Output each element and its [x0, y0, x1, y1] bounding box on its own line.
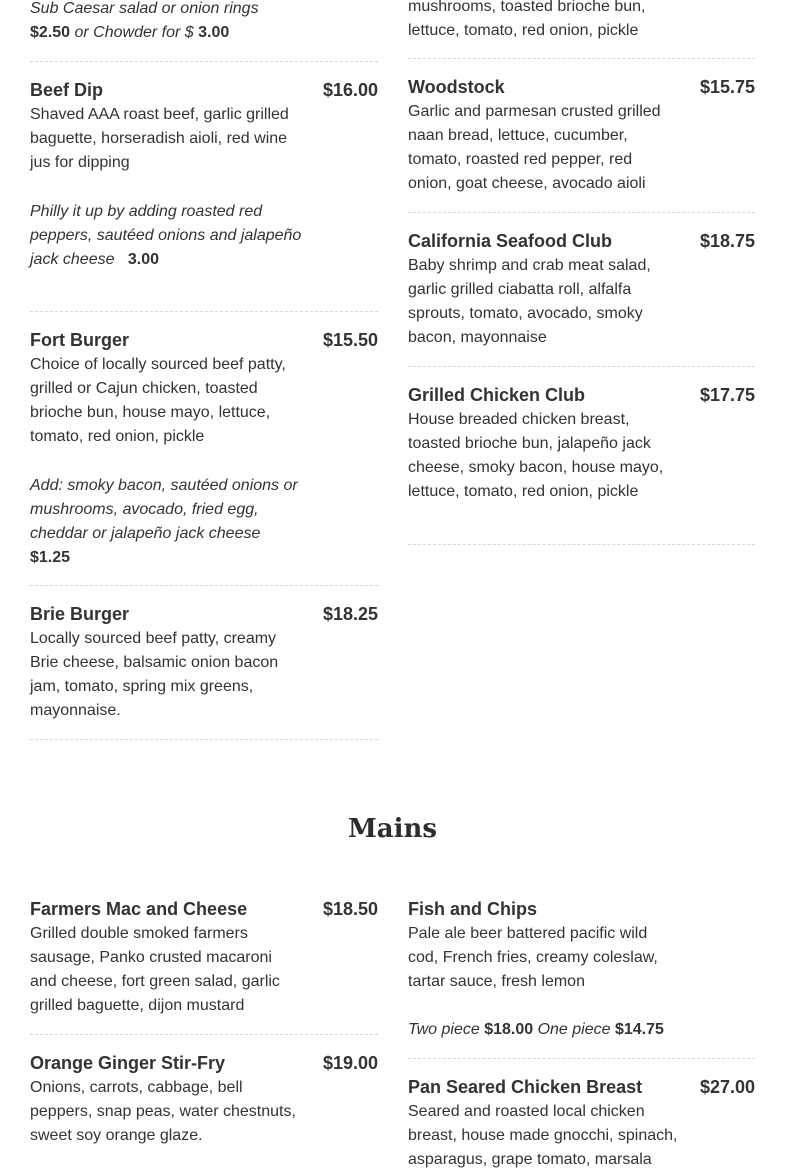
item-name: Grilled Chicken Club: [408, 385, 586, 405]
item-name: Pan Seared Chicken Breast: [408, 1077, 643, 1097]
item-name: Woodstock: [408, 77, 505, 97]
divider: [408, 212, 755, 213]
add-on-text: Philly it up by adding roasted red peppers, sautéed onions and jalapeño jack cheese: [30, 203, 302, 268]
item-description: Choice of locally sourced beef patty, grilled or Cajun chicken, toasted brioche bun, house mayo, lettuce, tomato, red onion, pickle: [30, 356, 286, 445]
item-name: California Seafood Club: [408, 231, 613, 251]
divider: [408, 544, 755, 545]
left-column: [30, 0, 378, 1176]
divider: [30, 311, 378, 312]
item-description: Locally sourced beef patty, creamy Brie cheese, balsamic onion bacon jam, tomato, spring mix greens, mayonnaise.: [30, 630, 279, 719]
option-one-piece-price: $14.75: [614, 1021, 664, 1038]
sides-note-chowder-price: 3.00: [198, 24, 230, 41]
section-title-mains: Mains: [347, 814, 438, 844]
divider: [30, 1034, 378, 1035]
continued-line-1: mushrooms, toasted brioche bun,: [408, 0, 646, 15]
menu-item-orange-ginger-stir-fry: [30, 1051, 378, 1148]
add-on-text: Add: smoky bacon, sautéed onions or mushrooms, avocado, fried egg, cheddar or jalapeño jack cheese: [30, 477, 298, 542]
item-price: $16.00: [322, 80, 378, 100]
item-description: Onions, carrots, cabbage, bell peppers, snap peas, water chestnuts, sweet soy orange glaze.: [30, 1079, 296, 1144]
add-on-price: 3.00: [127, 251, 159, 268]
divider: [408, 366, 755, 367]
menu-item-woodstock: [408, 75, 755, 196]
item-description: Grilled double smoked farmers sausage, Panko crusted macaroni and cheese, fort green salad, garlic grilled baguette, dijon mustard: [30, 925, 280, 1014]
item-name: Orange Ginger Stir-Fry: [30, 1053, 226, 1073]
item-price: $15.50: [322, 330, 378, 350]
item-add-on-note: [30, 200, 302, 272]
option-two-piece-price: $18.00: [484, 1021, 534, 1038]
item-price: $18.25: [322, 604, 378, 624]
divider: [30, 585, 378, 586]
divider: [30, 739, 378, 740]
item-description: House breaded chicken breast, toasted brioche bun, jalapeño jack cheese, smoky bacon, house mayo, lettuce, tomato, red onion, pickle: [408, 411, 664, 500]
item-name: Beef Dip: [30, 80, 104, 100]
sides-note-salad-price: $2.50: [30, 24, 71, 41]
item-price: $15.75: [699, 77, 755, 97]
item-name: Fort Burger: [30, 330, 129, 350]
menu-item-brie-burger: [30, 602, 378, 723]
item-description-continued: [408, 0, 680, 43]
option-two-piece-label: Two piece: [408, 1021, 480, 1038]
divider: [408, 58, 755, 59]
sides-note-chowder-text: or Chowder for $: [70, 24, 199, 41]
sides-note: [30, 0, 378, 45]
item-price: $18.75: [699, 231, 755, 251]
option-one-piece-label: One piece: [537, 1021, 611, 1038]
menu-item-farmers-mac-and-cheese: [30, 897, 378, 1018]
item-price: $19.00: [322, 1053, 378, 1073]
menu-item-beef-dip: [30, 78, 378, 272]
item-description: Seared and roasted local chicken breast, house made gnocchi, spinach, asparagus, grape tomato, marsala: [408, 1103, 678, 1168]
item-price: $17.75: [699, 385, 755, 405]
item-name: Fish and Chips: [408, 899, 538, 919]
item-name: Brie Burger: [30, 604, 130, 624]
item-name: Farmers Mac and Cheese: [30, 899, 248, 919]
portion-options: [408, 1018, 708, 1042]
add-on-price: $1.25: [30, 549, 71, 566]
menu-item-fish-and-chips: [408, 897, 755, 1042]
menu-item-fort-burger: [30, 328, 378, 570]
item-description: Garlic and parmesan crusted grilled naan bread, lettuce, cucumber, tomato, roasted red pepper, red onion, goat cheese, avocado aioli: [408, 103, 661, 192]
divider: [30, 61, 378, 62]
item-price: $18.50: [322, 899, 378, 919]
item-description: Pale ale beer battered pacific wild cod, French fries, creamy coleslaw, tartar sauce, fresh lemon: [408, 925, 658, 990]
right-column: [408, 0, 755, 1176]
menu-item-pan-seared-chicken-breast: [408, 1075, 755, 1172]
continued-line-2: lettuce, tomato, red onion, pickle: [408, 22, 639, 39]
divider: [408, 1058, 755, 1059]
item-add-on-note: [30, 474, 302, 570]
sides-note-text: Sub Caesar salad or onion rings: [30, 0, 259, 17]
item-description: Shaved AAA roast beef, garlic grilled baguette, horseradish aioli, red wine jus for dipping: [30, 106, 289, 171]
menu-item-california-seafood-club: [408, 229, 755, 350]
menu-item-continued: [408, 0, 755, 43]
item-description: Baby shrimp and crab meat salad, garlic grilled ciabatta roll, alfalfa sprouts, tomato, avocado, smoky bacon, mayonnaise: [408, 257, 651, 346]
menu-item-grilled-chicken-club: [408, 383, 755, 504]
item-price: $27.00: [699, 1077, 755, 1097]
